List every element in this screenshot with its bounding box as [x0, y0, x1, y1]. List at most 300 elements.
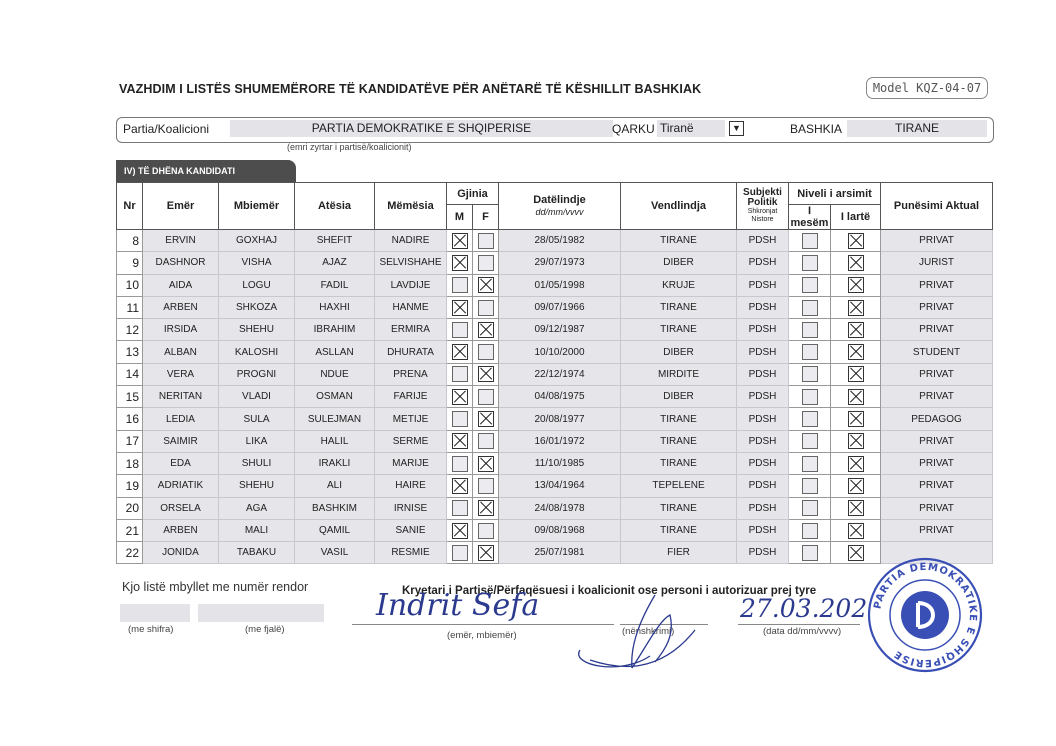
- table-row: [117, 363, 993, 385]
- female-checkbox[interactable]: [478, 366, 494, 382]
- male-checkbox[interactable]: [452, 523, 468, 539]
- mother-name-cell[interactable]: SELVISHAHE: [375, 252, 447, 274]
- political-subject-cell[interactable]: PDSH: [737, 386, 789, 408]
- header-emer: Emër: [143, 183, 219, 230]
- mother-name-cell[interactable]: NADIRE: [375, 230, 447, 252]
- birthplace-cell[interactable]: FIER: [621, 542, 737, 564]
- father-name-cell[interactable]: NDUE: [295, 363, 375, 385]
- male-checkbox[interactable]: [452, 500, 468, 516]
- birthplace-cell[interactable]: TIRANE: [621, 452, 737, 474]
- gender-f-cell: [473, 363, 499, 385]
- gender-m-cell: [447, 319, 473, 341]
- name-hint: (emër, mbiemër): [447, 630, 517, 641]
- male-checkbox[interactable]: [452, 300, 468, 316]
- table-row: [117, 274, 993, 296]
- education-higher-cell: [831, 519, 881, 541]
- education-secondary-checkbox[interactable]: [802, 411, 818, 427]
- number-words-field[interactable]: [198, 604, 324, 622]
- employment-cell[interactable]: PRIVAT: [881, 274, 993, 296]
- gender-f-cell: [473, 252, 499, 274]
- header-larte: I lartë: [831, 205, 881, 230]
- gender-f-cell: [473, 230, 499, 252]
- father-name-cell[interactable]: IRAKLI: [295, 452, 375, 474]
- education-higher-cell: [831, 363, 881, 385]
- table-row: [117, 296, 993, 318]
- table-row: [117, 452, 993, 474]
- education-higher-cell: [831, 497, 881, 519]
- table-row: [117, 230, 993, 252]
- education-secondary-cell: [789, 274, 831, 296]
- education-secondary-cell: [789, 430, 831, 452]
- first-name-cell[interactable]: IRSIDA: [143, 319, 219, 341]
- candidates-table: [116, 182, 993, 564]
- table-row: [117, 386, 993, 408]
- gender-f-cell: [473, 519, 499, 541]
- birthplace-cell[interactable]: TEPELENE: [621, 475, 737, 497]
- employment-cell[interactable]: PRIVAT: [881, 475, 993, 497]
- party-hint: (emri zyrtar i partisë/koalicionit): [287, 142, 412, 152]
- row-number: 17: [117, 430, 143, 452]
- education-higher-cell: [831, 319, 881, 341]
- employment-cell[interactable]: PRIVAT: [881, 230, 993, 252]
- birthdate-cell[interactable]: 22/12/1974: [499, 363, 621, 385]
- education-secondary-checkbox[interactable]: [802, 344, 818, 360]
- employment-cell[interactable]: PRIVAT: [881, 319, 993, 341]
- date-format: dd/mm/vvvv: [535, 207, 584, 217]
- gender-f-cell: [473, 386, 499, 408]
- father-name-cell[interactable]: ALI: [295, 475, 375, 497]
- employment-cell[interactable]: JURIST: [881, 252, 993, 274]
- father-name-cell[interactable]: OSMAN: [295, 386, 375, 408]
- birthplace-cell[interactable]: TIRANE: [621, 230, 737, 252]
- first-name-cell[interactable]: AIDA: [143, 274, 219, 296]
- birthdate-cell[interactable]: 29/07/1973: [499, 252, 621, 274]
- education-secondary-checkbox[interactable]: [802, 277, 818, 293]
- political-subject-cell[interactable]: PDSH: [737, 497, 789, 519]
- education-higher-cell: [831, 341, 881, 363]
- father-name-cell[interactable]: IBRAHIM: [295, 319, 375, 341]
- birthdate-cell[interactable]: 13/04/1964: [499, 475, 621, 497]
- last-name-cell[interactable]: SHEHU: [219, 319, 295, 341]
- mother-name-cell[interactable]: IRNISE: [375, 497, 447, 519]
- table-row: [117, 542, 993, 564]
- education-higher-cell: [831, 408, 881, 430]
- mother-name-cell[interactable]: SANIE: [375, 519, 447, 541]
- education-higher-cell: [831, 274, 881, 296]
- last-name-cell[interactable]: TABAKU: [219, 542, 295, 564]
- education-higher-cell: [831, 296, 881, 318]
- male-checkbox[interactable]: [452, 478, 468, 494]
- model-code: Model KQZ-04-07: [866, 77, 988, 99]
- education-higher-cell: [831, 386, 881, 408]
- political-subject-cell[interactable]: PDSH: [737, 519, 789, 541]
- row-number: 18: [117, 452, 143, 474]
- qarku-select[interactable]: Tiranë: [657, 120, 725, 137]
- education-secondary-cell: [789, 363, 831, 385]
- first-name-cell[interactable]: ERVIN: [143, 230, 219, 252]
- party-bar: [116, 117, 994, 143]
- last-name-cell[interactable]: KALOSHI: [219, 341, 295, 363]
- education-higher-checkbox[interactable]: [848, 433, 864, 449]
- table-row: [117, 497, 993, 519]
- header-mbiemer: Mbiemër: [219, 183, 295, 230]
- last-name-cell[interactable]: SHULI: [219, 452, 295, 474]
- gender-m-cell: [447, 430, 473, 452]
- female-checkbox[interactable]: [478, 545, 494, 561]
- sign-date: 27.03.202: [740, 594, 868, 623]
- mother-name-cell[interactable]: METIJE: [375, 408, 447, 430]
- birthplace-cell[interactable]: MIRDITE: [621, 363, 737, 385]
- father-name-cell[interactable]: BASHKIM: [295, 497, 375, 519]
- education-higher-cell: [831, 475, 881, 497]
- birthdate-cell[interactable]: 09/12/1987: [499, 319, 621, 341]
- last-name-cell[interactable]: MALI: [219, 519, 295, 541]
- education-higher-checkbox[interactable]: [848, 456, 864, 472]
- education-secondary-checkbox[interactable]: [802, 366, 818, 382]
- mother-name-cell[interactable]: RESMIE: [375, 542, 447, 564]
- female-checkbox[interactable]: [478, 277, 494, 293]
- education-secondary-cell: [789, 497, 831, 519]
- education-secondary-cell: [789, 230, 831, 252]
- first-name-cell[interactable]: DASHNOR: [143, 252, 219, 274]
- signature-scribble: [560, 590, 710, 680]
- row-number: 10: [117, 274, 143, 296]
- education-secondary-checkbox[interactable]: [802, 456, 818, 472]
- female-checkbox[interactable]: [478, 300, 494, 316]
- education-higher-cell: [831, 252, 881, 274]
- birthdate-cell[interactable]: 10/10/2000: [499, 341, 621, 363]
- mother-name-cell[interactable]: HANME: [375, 296, 447, 318]
- table-row: [117, 341, 993, 363]
- birthplace-cell[interactable]: TIRANE: [621, 319, 737, 341]
- stamp-text: PARTIA DEMOKRATIKE E SHQIPERISE: [872, 561, 979, 669]
- education-higher-checkbox[interactable]: [848, 233, 864, 249]
- father-name-cell[interactable]: ASLLAN: [295, 341, 375, 363]
- female-checkbox[interactable]: [478, 500, 494, 516]
- header-memesia: Mëmësia: [375, 183, 447, 230]
- education-higher-checkbox[interactable]: [848, 478, 864, 494]
- employment-cell[interactable]: PRIVAT: [881, 296, 993, 318]
- header-niveli: Niveli i arsimit: [789, 183, 881, 205]
- last-name-cell[interactable]: LOGU: [219, 274, 295, 296]
- row-number: 15: [117, 386, 143, 408]
- birthplace-cell[interactable]: TIRANE: [621, 430, 737, 452]
- education-secondary-cell: [789, 252, 831, 274]
- female-checkbox[interactable]: [478, 456, 494, 472]
- birthplace-cell[interactable]: TIRANE: [621, 296, 737, 318]
- row-number: 14: [117, 363, 143, 385]
- birthplace-cell[interactable]: DIBER: [621, 252, 737, 274]
- bashkia-field[interactable]: TIRANE: [847, 120, 987, 137]
- header-gjinia: Gjinia: [447, 183, 499, 205]
- birthdate-cell[interactable]: 25/07/1981: [499, 542, 621, 564]
- female-checkbox[interactable]: [478, 389, 494, 405]
- father-name-cell[interactable]: SHEFIT: [295, 230, 375, 252]
- birthdate-cell[interactable]: 09/07/1966: [499, 296, 621, 318]
- gender-f-cell: [473, 475, 499, 497]
- table-row: [117, 475, 993, 497]
- political-subject-cell[interactable]: PDSH: [737, 274, 789, 296]
- education-secondary-checkbox[interactable]: [802, 322, 818, 338]
- employment-cell[interactable]: PRIVAT: [881, 452, 993, 474]
- header-datelindje: [499, 183, 621, 230]
- mother-name-cell[interactable]: SERME: [375, 430, 447, 452]
- number-digits-field[interactable]: [120, 604, 190, 622]
- birthplace-cell[interactable]: DIBER: [621, 341, 737, 363]
- gender-m-cell: [447, 386, 473, 408]
- employment-cell[interactable]: STUDENT: [881, 341, 993, 363]
- row-number: 8: [117, 230, 143, 252]
- header-m: M: [447, 205, 473, 230]
- education-secondary-checkbox[interactable]: [802, 300, 818, 316]
- male-checkbox[interactable]: [452, 233, 468, 249]
- row-number: 16: [117, 408, 143, 430]
- birthdate-cell[interactable]: 16/01/1972: [499, 430, 621, 452]
- date-line: [738, 624, 860, 625]
- first-name-cell[interactable]: LEDIA: [143, 408, 219, 430]
- mother-name-cell[interactable]: FARIJE: [375, 386, 447, 408]
- mother-name-cell[interactable]: DHURATA: [375, 341, 447, 363]
- gender-f-cell: [473, 296, 499, 318]
- female-checkbox[interactable]: [478, 478, 494, 494]
- last-name-cell[interactable]: GOXHAJ: [219, 230, 295, 252]
- date-hint: (data dd/mm/vvvv): [763, 626, 842, 637]
- gender-m-cell: [447, 363, 473, 385]
- political-subject-cell[interactable]: PDSH: [737, 452, 789, 474]
- first-name-cell[interactable]: ALBAN: [143, 341, 219, 363]
- first-name-cell[interactable]: ARBEN: [143, 519, 219, 541]
- education-higher-cell: [831, 230, 881, 252]
- political-subject-cell[interactable]: PDSH: [737, 475, 789, 497]
- last-name-cell[interactable]: AGA: [219, 497, 295, 519]
- last-name-cell[interactable]: SHEHU: [219, 475, 295, 497]
- first-name-cell[interactable]: JONIDA: [143, 542, 219, 564]
- party-stamp: [866, 556, 984, 674]
- birthdate-cell[interactable]: 01/05/1998: [499, 274, 621, 296]
- education-secondary-checkbox[interactable]: [802, 389, 818, 405]
- political-subject-cell[interactable]: PDSH: [737, 363, 789, 385]
- header-vendlindja: Vendlindja: [621, 183, 737, 230]
- birthdate-cell[interactable]: 24/08/1978: [499, 497, 621, 519]
- education-secondary-cell: [789, 475, 831, 497]
- education-higher-cell: [831, 452, 881, 474]
- first-name-cell[interactable]: NERITAN: [143, 386, 219, 408]
- header-nr: Nr: [117, 183, 143, 230]
- section-title: IV) TË DHËNA KANDIDATI: [116, 160, 296, 182]
- datelindje-label: Datëlindje: [533, 194, 586, 206]
- female-checkbox[interactable]: [478, 433, 494, 449]
- first-name-cell[interactable]: ARBEN: [143, 296, 219, 318]
- employment-cell[interactable]: PRIVAT: [881, 386, 993, 408]
- father-name-cell[interactable]: HAXHI: [295, 296, 375, 318]
- mother-name-cell[interactable]: HAIRE: [375, 475, 447, 497]
- father-name-cell[interactable]: VASIL: [295, 542, 375, 564]
- row-number: 13: [117, 341, 143, 363]
- last-name-cell[interactable]: PROGNI: [219, 363, 295, 385]
- signatory-title: Kryetari i Partisë/Përfaqësuesi i koalicionit ose personi i autorizuar prej tyre: [402, 585, 817, 597]
- gender-f-cell: [473, 452, 499, 474]
- gender-f-cell: [473, 319, 499, 341]
- gender-f-cell: [473, 274, 499, 296]
- shifra-hint: (me shifra): [128, 624, 174, 635]
- father-name-cell[interactable]: FADIL: [295, 274, 375, 296]
- male-checkbox[interactable]: [452, 277, 468, 293]
- bashkia-label: BASHKIA: [790, 122, 843, 136]
- row-number: 21: [117, 519, 143, 541]
- employment-cell[interactable]: PRIVAT: [881, 430, 993, 452]
- first-name-cell[interactable]: ORSELA: [143, 497, 219, 519]
- party-label: Partia/Koalicioni: [123, 122, 210, 136]
- birthdate-cell[interactable]: 04/08/1975: [499, 386, 621, 408]
- gender-m-cell: [447, 497, 473, 519]
- female-checkbox[interactable]: [478, 322, 494, 338]
- first-name-cell[interactable]: SAIMIR: [143, 430, 219, 452]
- birthplace-cell[interactable]: TIRANE: [621, 497, 737, 519]
- education-secondary-checkbox[interactable]: [802, 233, 818, 249]
- male-checkbox[interactable]: [452, 545, 468, 561]
- education-higher-checkbox[interactable]: [848, 545, 864, 561]
- table-row: [117, 252, 993, 274]
- gender-m-cell: [447, 274, 473, 296]
- table-row: [117, 430, 993, 452]
- employment-cell[interactable]: PRIVAT: [881, 519, 993, 541]
- birthplace-cell[interactable]: DIBER: [621, 386, 737, 408]
- political-subject-cell[interactable]: PDSH: [737, 252, 789, 274]
- education-secondary-checkbox[interactable]: [802, 255, 818, 271]
- male-checkbox[interactable]: [452, 322, 468, 338]
- birthplace-cell[interactable]: TIRANE: [621, 408, 737, 430]
- row-number: 12: [117, 319, 143, 341]
- employment-cell[interactable]: PEDAGOG: [881, 408, 993, 430]
- header-atesia: Atësia: [295, 183, 375, 230]
- gender-f-cell: [473, 430, 499, 452]
- fjale-hint: (me fjalë): [245, 624, 285, 635]
- gender-m-cell: [447, 296, 473, 318]
- gender-f-cell: [473, 341, 499, 363]
- education-secondary-cell: [789, 319, 831, 341]
- female-checkbox[interactable]: [478, 233, 494, 249]
- male-checkbox[interactable]: [452, 344, 468, 360]
- first-name-cell[interactable]: ADRIATIK: [143, 475, 219, 497]
- mother-name-cell[interactable]: ERMIRA: [375, 319, 447, 341]
- employment-cell[interactable]: PRIVAT: [881, 497, 993, 519]
- political-subject-cell[interactable]: PDSH: [737, 341, 789, 363]
- education-higher-checkbox[interactable]: [848, 366, 864, 382]
- education-higher-checkbox[interactable]: [848, 277, 864, 293]
- education-secondary-checkbox[interactable]: [802, 478, 818, 494]
- father-name-cell[interactable]: QAMIL: [295, 519, 375, 541]
- education-secondary-checkbox[interactable]: [802, 433, 818, 449]
- first-name-cell[interactable]: VERA: [143, 363, 219, 385]
- father-name-cell[interactable]: HALIL: [295, 430, 375, 452]
- birthdate-cell[interactable]: 11/10/1985: [499, 452, 621, 474]
- row-number: 20: [117, 497, 143, 519]
- political-subject-cell[interactable]: PDSH: [737, 408, 789, 430]
- last-name-cell[interactable]: SULA: [219, 408, 295, 430]
- education-secondary-cell: [789, 519, 831, 541]
- gender-m-cell: [447, 452, 473, 474]
- male-checkbox[interactable]: [452, 389, 468, 405]
- birthdate-cell[interactable]: 09/08/1968: [499, 519, 621, 541]
- political-subject-cell[interactable]: PDSH: [737, 430, 789, 452]
- header-mesem: I mesëm: [789, 205, 831, 230]
- education-higher-checkbox[interactable]: [848, 500, 864, 516]
- employment-cell[interactable]: PRIVAT: [881, 363, 993, 385]
- political-subject-cell[interactable]: PDSH: [737, 230, 789, 252]
- father-name-cell[interactable]: AJAZ: [295, 252, 375, 274]
- gender-m-cell: [447, 408, 473, 430]
- gender-m-cell: [447, 230, 473, 252]
- father-name-cell[interactable]: SULEJMAN: [295, 408, 375, 430]
- education-secondary-cell: [789, 386, 831, 408]
- birthdate-cell[interactable]: 28/05/1982: [499, 230, 621, 252]
- table-row: [117, 519, 993, 541]
- female-checkbox[interactable]: [478, 344, 494, 360]
- last-name-cell[interactable]: VISHA: [219, 252, 295, 274]
- education-higher-checkbox[interactable]: [848, 411, 864, 427]
- birthplace-cell[interactable]: TIRANE: [621, 519, 737, 541]
- mother-name-cell[interactable]: MARIJE: [375, 452, 447, 474]
- education-higher-checkbox[interactable]: [848, 255, 864, 271]
- party-name-field[interactable]: PARTIA DEMOKRATIKE E SHQIPERISE: [230, 120, 613, 137]
- female-checkbox[interactable]: [478, 411, 494, 427]
- gender-m-cell: [447, 519, 473, 541]
- education-higher-checkbox[interactable]: [848, 322, 864, 338]
- birthplace-cell[interactable]: KRUJE: [621, 274, 737, 296]
- row-number: 19: [117, 475, 143, 497]
- last-name-cell[interactable]: VLADI: [219, 386, 295, 408]
- education-secondary-checkbox[interactable]: [802, 545, 818, 561]
- last-name-cell[interactable]: LIKA: [219, 430, 295, 452]
- male-checkbox[interactable]: [452, 456, 468, 472]
- education-higher-checkbox[interactable]: [848, 344, 864, 360]
- political-subject-cell[interactable]: PDSH: [737, 296, 789, 318]
- sign-hint: (nënshkrimi): [622, 626, 675, 637]
- education-higher-checkbox[interactable]: [848, 523, 864, 539]
- gender-m-cell: [447, 542, 473, 564]
- male-checkbox[interactable]: [452, 411, 468, 427]
- female-checkbox[interactable]: [478, 523, 494, 539]
- header-f: F: [473, 205, 499, 230]
- education-secondary-checkbox[interactable]: [802, 500, 818, 516]
- education-secondary-checkbox[interactable]: [802, 523, 818, 539]
- last-name-cell[interactable]: SHKOZA: [219, 296, 295, 318]
- birthdate-cell[interactable]: 20/08/1977: [499, 408, 621, 430]
- first-name-cell[interactable]: EDA: [143, 452, 219, 474]
- mother-name-cell[interactable]: LAVDIJE: [375, 274, 447, 296]
- gender-m-cell: [447, 475, 473, 497]
- form-title: VAZHDIM I LISTËS SHUMEMËRORE TË KANDIDATËVE PËR ANËTARË TË KËSHILLIT BASHKIAK: [119, 82, 702, 96]
- education-secondary-cell: [789, 452, 831, 474]
- row-number: 11: [117, 296, 143, 318]
- male-checkbox[interactable]: [452, 255, 468, 271]
- dropdown-arrow-icon[interactable]: ▼: [729, 121, 744, 136]
- education-secondary-cell: [789, 341, 831, 363]
- male-checkbox[interactable]: [452, 366, 468, 382]
- mother-name-cell[interactable]: PRENA: [375, 363, 447, 385]
- female-checkbox[interactable]: [478, 255, 494, 271]
- political-subject-cell[interactable]: PDSH: [737, 542, 789, 564]
- closing-text: Kjo listë mbyllet me numër rendor: [122, 580, 309, 594]
- political-subject-cell[interactable]: PDSH: [737, 319, 789, 341]
- education-higher-checkbox[interactable]: [848, 300, 864, 316]
- header-punesimi: Punësimi Aktual: [881, 183, 993, 230]
- male-checkbox[interactable]: [452, 433, 468, 449]
- gender-f-cell: [473, 408, 499, 430]
- education-higher-checkbox[interactable]: [848, 389, 864, 405]
- row-number: 9: [117, 252, 143, 274]
- candidate-rows: [117, 230, 993, 564]
